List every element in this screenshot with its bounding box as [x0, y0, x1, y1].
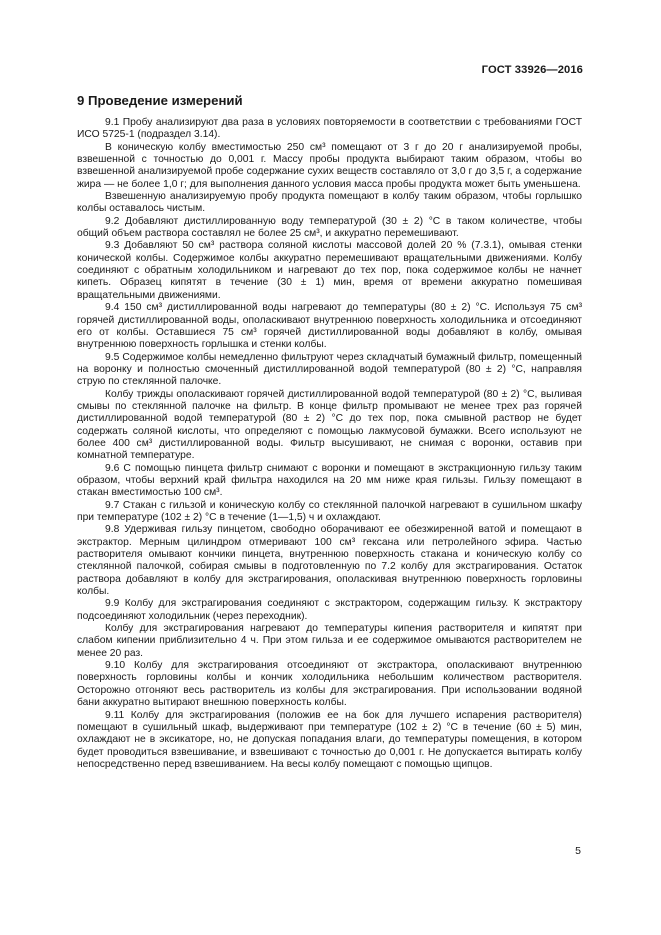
paragraph-9-1-sample-mass: В коническую колбу вместимостью 250 см³ помещают от 3 г до 20 г анализируемой пробы, взвешенной с точностью до 0,001 г. Массу пробы продукта выбирают таким образом, чтобы во взвешенной анализируемой пробе содержание сухих веществ составляло от 3,0 г до 3,5 г, а содержание жира — не более 1,0 г; для выполнения данного условия масса пробы продукта может быть уменьшена.	[77, 141, 582, 190]
paragraph-9-9: 9.9 Колбу для экстрагирования соединяют с экстрактором, содержащим гильзу. К экстрактору подсоединяют холодильник (через переходник).	[77, 598, 582, 622]
paragraph-9-9-heating: Колбу для экстрагирования нагревают до температуры кипения растворителя и кипятят при слабом кипении приблизительно 4 ч. При этом гильза и ее содержимое омываются растворителем не менее 20 раз.	[77, 623, 582, 659]
paragraph-9-4: 9.4 150 см³ дистиллированной воды нагревают до температуры (80 ± 2) °С. Используя 75 см³ горячей дистиллированной воды, ополаскивают внутреннюю поверхность холодильника и отсоединяют его от колбы. Оставшиеся 75 см³ горячей дистиллированной воды добавляют в колбу, омывая внутреннюю поверхность горлышка и стенки колбы.	[77, 302, 582, 351]
paragraph-9-10: 9.10 Колбу для экстрагирования отсоединяют от экстрактора, ополаскивают внутреннюю поверхность горловины колбы и кончик холодильника небольшим количеством растворителя. Осторожно отгоняют весь растворитель из колбы для экстрагирования. При использовании водяной бани аккуратно вытирают внешнюю поверхность колбы.	[77, 660, 582, 709]
section-title: 9 Проведение измерений	[77, 93, 243, 108]
document-body	[77, 117, 582, 771]
paragraph-9-1-flask: Взвешенную анализируемую пробу продукта помещают в колбу таким образом, чтобы горлышко колбы оставалось чистым.	[77, 191, 582, 215]
paragraph-9-6: 9.6 С помощью пинцета фильтр снимают с воронки и помещают в экстракционную гильзу таким образом, чтобы верхний край фильтра находился на 20 мм ниже края гильзы. Гильзу помещают в стакан вместимостью 100 см³.	[77, 462, 582, 499]
paragraph-9-1: 9.1 Пробу анализируют два раза в условиях повторяемости в соответствии с требованиями ГОСТ ИСО 5725-1 (подраздел 3.14).	[77, 117, 582, 141]
paragraph-9-8: 9.8 Удерживая гильзу пинцетом, свободно оборачивают ее обезжиренной ватой и помещают в экстрактор. Мерным цилиндром отмеривают 100 см³ гексана или петролейного эфира. Частью растворителя омывают кончики пинцета, внутреннюю поверхность стакана и коническую колбу со стеклянной палочкой, собирая смывы в подготовленную по 7.2 колбу для экстрагирования. Остаток раствора добавляют в колбу для экстрагирования, ополаскивая внутреннюю поверхность горловины колбы.	[77, 524, 582, 598]
paragraph-9-2: 9.2 Добавляют дистиллированную воду температурой (30 ± 2) °С в таком количестве, чтобы общий объем раствора составлял не более 25 см³, и аккуратно перемешивают.	[77, 215, 582, 240]
paragraph-9-3: 9.3 Добавляют 50 см³ раствора соляной кислоты массовой долей 20 % (7.3.1), омывая стенки конической колбы. Содержимое колбы аккуратно перемешивают вращательными движениями. Колбу соединяют с обратным холодильником и нагревают до тех пор, пока содержимое колбы не начнет кипеть. Образец кипятят в течение (30 ± 1) мин, время от времени аккуратно помешивая вращательными движениями.	[77, 240, 582, 301]
document-header: ГОСТ 33926—2016	[481, 64, 583, 76]
paragraph-9-7: 9.7 Стакан с гильзой и коническую колбу со стеклянной палочкой нагревают в сушильном шкафу при температуре (102 ± 2) °С в течение (1—1,5) ч и охлаждают.	[77, 499, 582, 523]
paragraph-9-11: 9.11 Колбу для экстрагирования (положив ее на бок для лучшего испарения растворителя) помещают в сушильный шкаф, выдерживают при температуре (102 ± 2) °С в течение (60 ± 5) мин, охлаждают не в эксикаторе, но, не допуская попадания влаги, до температуры помещения, в котором будет проводиться взвешивание, и взвешивают с точностью до 0,001 г. Не допускается вытирать колбу непосредственно перед взвешиванием. На весы колбу помещают с помощью щипцов.	[77, 709, 582, 770]
paragraph-9-5-rinse: Колбу трижды ополаскивают горячей дистиллированной водой температурой (80 ± 2) °С, выливая смывы по стеклянной палочке на фильтр. В конце фильтр промывают не менее трех раз горячей дистиллированной водой температурой (80 ± 2) °С до тех пор, пока смывной раствор не будет содержать соляной кислоты, что определяют с помощью лакмусовой бумажки. Всего используют не более 400 см³ дистиллированной воды. Фильтр высушивают, не снимая с воронки, оставив при комнатной температуре.	[77, 388, 582, 462]
page-number: 5	[575, 845, 581, 857]
paragraph-9-5: 9.5 Содержимое колбы немедленно фильтруют через складчатый бумажный фильтр, помещенный на воронку и полностью смоченный дистиллированной водой температурой (80 ± 2) °С, направляя струю по стеклянной палочке.	[77, 351, 582, 388]
